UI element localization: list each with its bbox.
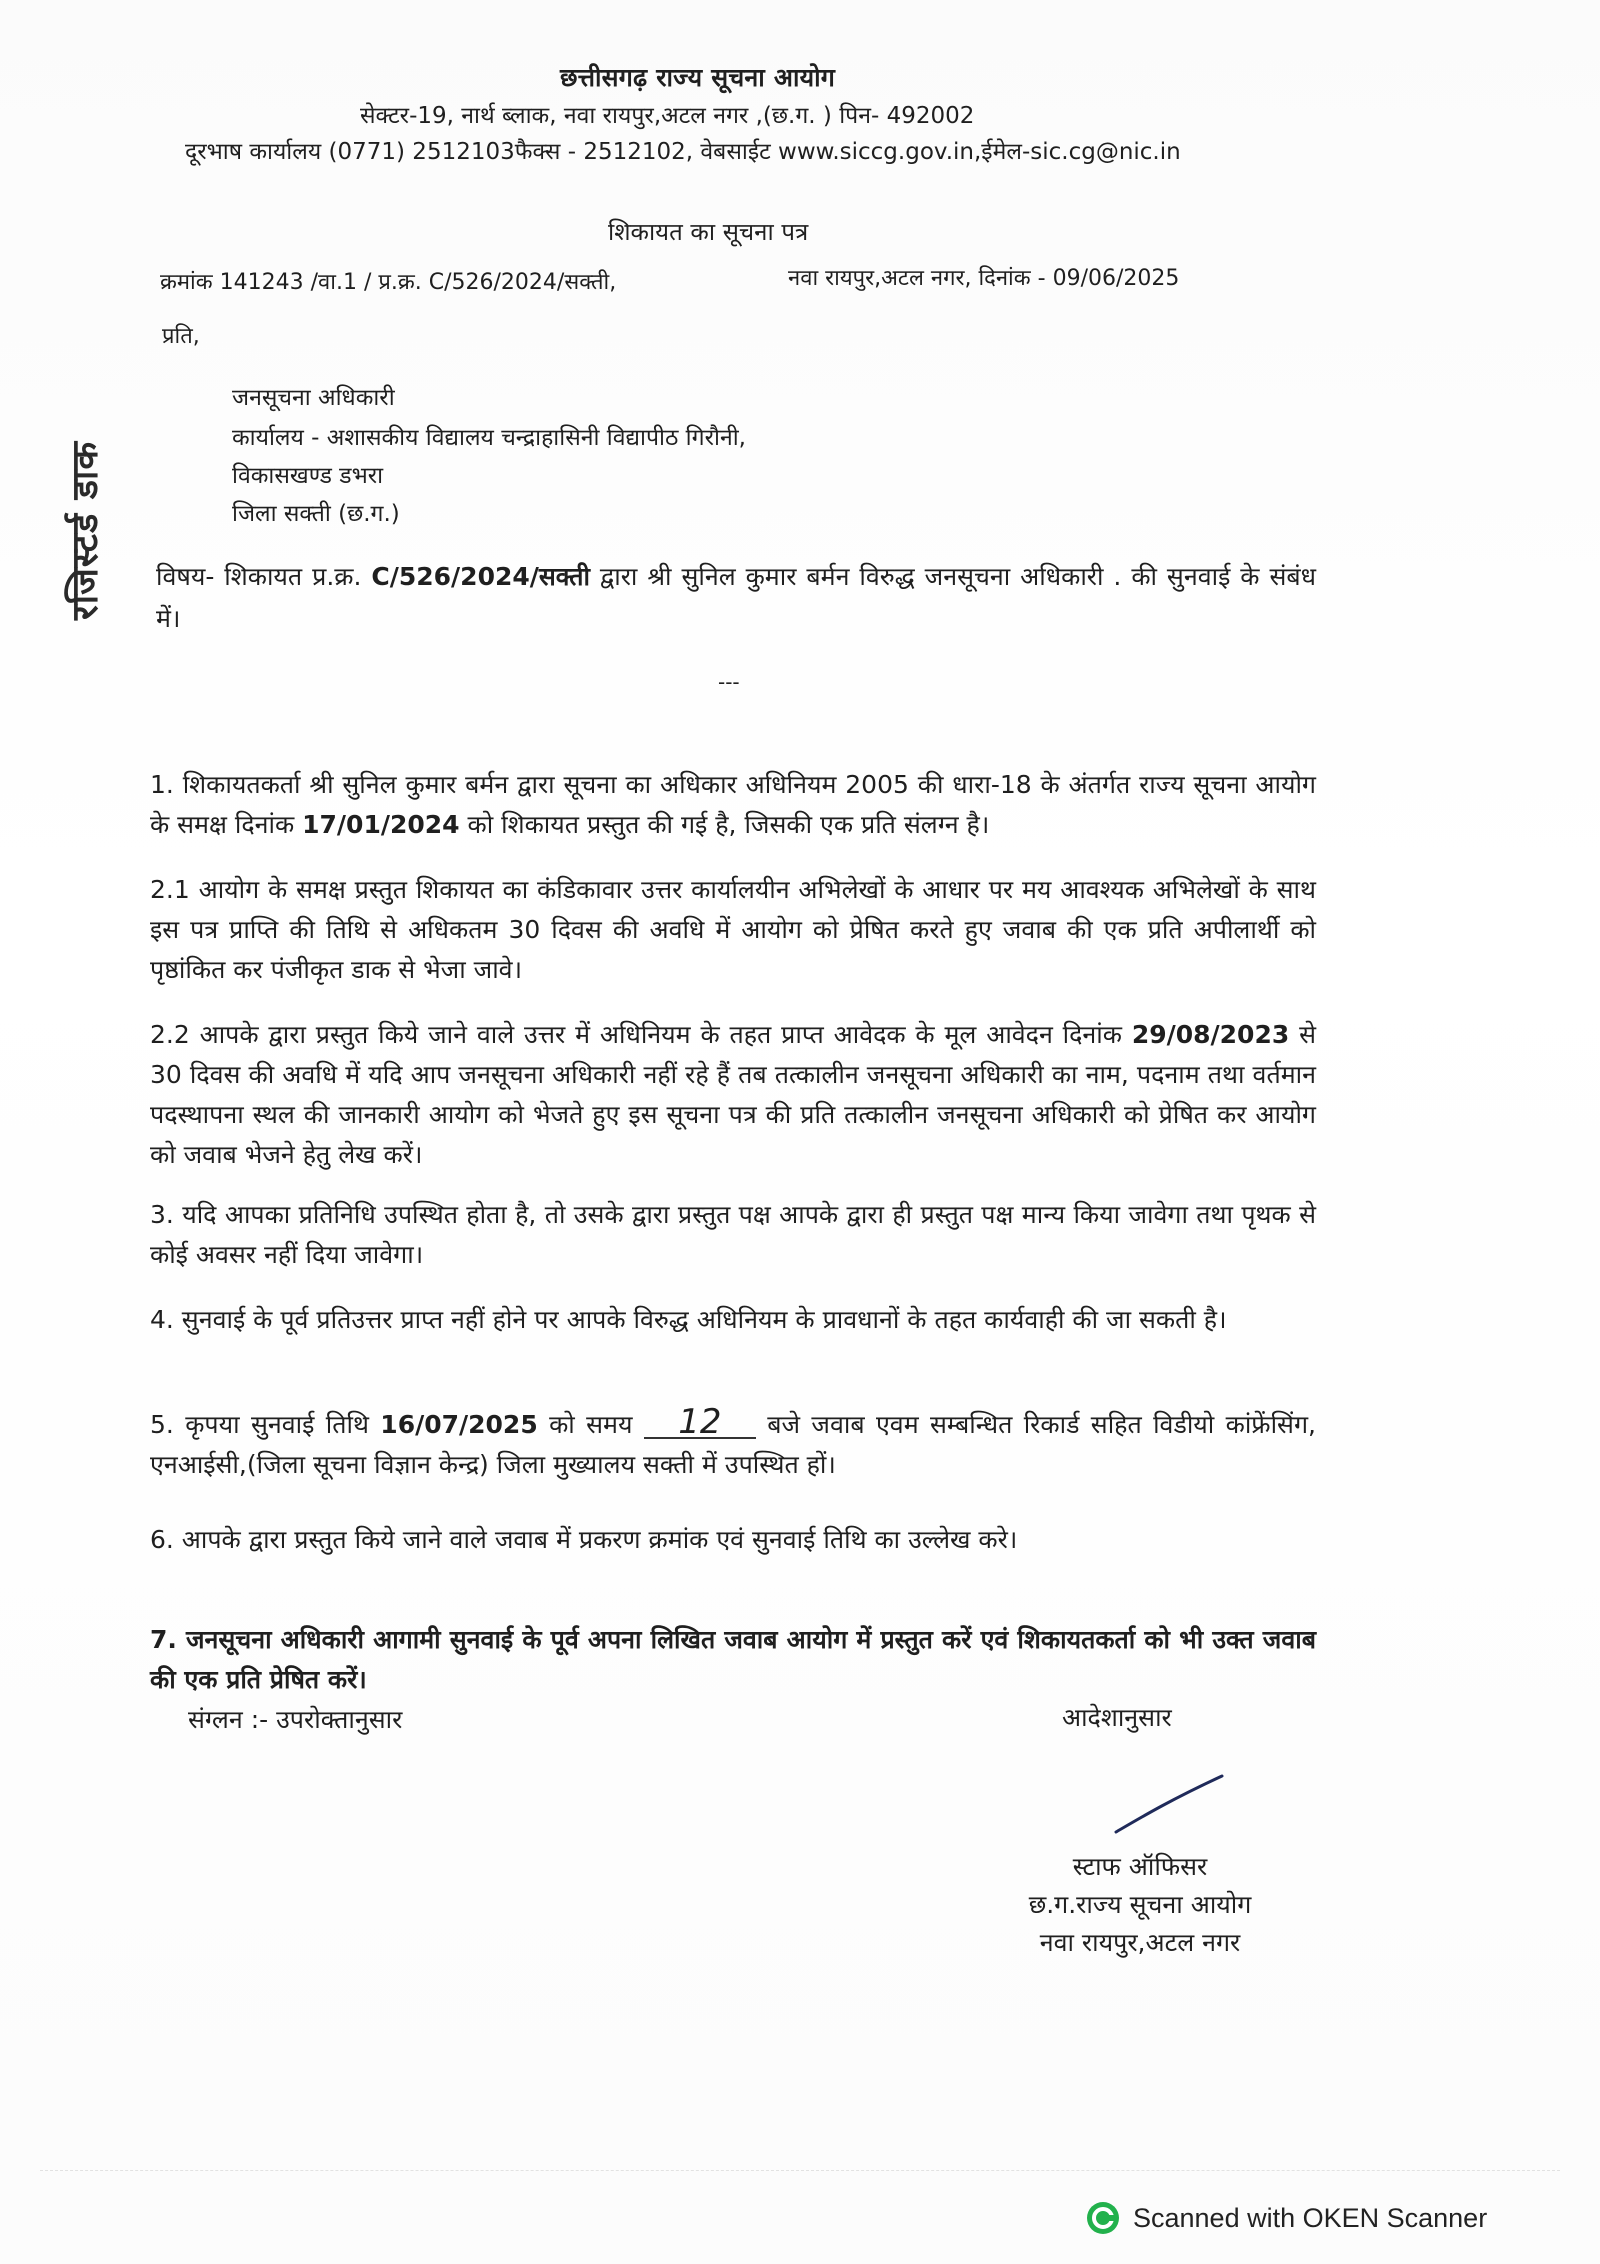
organization-name: छत्तीसगढ़ राज्य सूचना आयोग <box>560 63 836 92</box>
addressee-line: जिला सक्ती (छ.ग.) <box>232 501 400 527</box>
paragraph-text: 2.2 आपके द्वारा प्रस्तुत किये जाने वाले उत्तर में अधिनियम के तहत प्राप्त आवेदक के मूल आवेदन दिनांक <box>150 1020 1132 1049</box>
complaint-date: 17/01/2024 <box>302 810 460 839</box>
reference-number: क्रमांक 141243 /वा.1 / प्र.क्र. C/526/2024/सक्ती, <box>160 270 617 295</box>
document-title: शिकायत का सूचना पत्र <box>608 218 809 246</box>
paragraph-1 <box>150 765 1316 845</box>
signature-mark <box>1110 1770 1230 1840</box>
paragraph-text: बजे जवाब एवम सम्बन्धित रिकार्ड सहित विडीयो कांफ्रेंसिंग, एनआईसी,(जिला सूचना विज्ञान केन्द्र) जिला मुख्यालय सक्ती में उपस्थित हों। <box>150 1410 1316 1479</box>
organization-contact: दूरभाष कार्यालय (0771) 2512103फैक्स - 2512102, वेबसाईट www.siccg.gov.in,ईमेल-sic.cg@nic.in <box>185 139 1181 165</box>
paragraph-text: 1. शिकायतकर्ता श्री सुनिल कुमार बर्मन द्वारा सूचना का अधिकार अधिनियम 2005 की धारा-18 के अंतर्गत राज्य सूचना आयोग के समक्ष दिनांक <box>150 770 1316 839</box>
signatory-block <box>990 1848 1290 1962</box>
organization-address: सेक्टर-19, नार्थ ब्लाक, नवा रायपुर,अटल नगर ,(छ.ग. ) पिन- 492002 <box>360 103 975 129</box>
subject-rest: द्वारा श्री सुनिल कुमार बर्मन विरुद्ध जनसूचना अधिकारी . की सुनवाई के संबंध में। <box>156 562 1316 633</box>
paragraph-text: को समय <box>537 1410 644 1439</box>
subject-prefix: विषय- शिकायत प्र.क्र. <box>156 562 372 591</box>
paragraph-7: 7. जनसूचना अधिकारी आगामी सुनवाई के पूर्व अपना लिखित जवाब आयोग में प्रस्तुत करें एवं शिकायतकर्ता को भी उक्त जवाब की एक प्रति प्रेषित करें। <box>150 1625 1316 1694</box>
footer-divider <box>40 2170 1560 2171</box>
subject-case-number: C/526/2024/सक्ती <box>371 562 590 591</box>
paragraph-4: 4. सुनवाई के पूर्व प्रतिउत्तर प्राप्त नहीं होने पर आपके विरुद्ध अधिनियम के प्रावधानों के तहत कार्यवाही की जा सकती है। <box>150 1305 1227 1334</box>
signatory-designation: स्टाफ ऑफिसर <box>1072 1852 1208 1881</box>
hearing-date: 16/07/2025 <box>380 1410 538 1439</box>
to-label: प्रति, <box>162 324 200 349</box>
scanner-watermark <box>1085 2198 1487 2238</box>
paragraph-text: 5. कृपया सुनवाई तिथि <box>150 1410 381 1439</box>
paragraph-text: को शिकायत प्रस्तुत की गई है, जिसकी एक प्रति संलग्न है। <box>459 810 990 839</box>
by-order-line: आदेशानुसार <box>1062 1703 1172 1732</box>
paragraph-5 <box>150 1402 1316 1485</box>
handwritten-hearing-time: 12 <box>644 1407 756 1439</box>
addressee-line: कार्यालय - अशासकीय विद्यालय चन्द्राहासिनी विद्यापीठ गिरौनी, <box>232 425 746 451</box>
addressee-line: विकासखण्ड डभरा <box>232 463 384 489</box>
subject-line <box>156 556 1316 640</box>
oken-scanner-logo-icon <box>1085 2200 1121 2236</box>
paragraph-2-2 <box>150 1015 1316 1175</box>
paragraph-6: 6. आपके द्वारा प्रस्तुत किये जाने वाले जवाब में प्रकरण क्रमांक एवं सुनवाई तिथि का उल्लेख करे। <box>150 1525 1018 1554</box>
application-date: 29/08/2023 <box>1131 1020 1290 1049</box>
scanner-text: Scanned with OKEN Scanner <box>1133 2202 1488 2233</box>
signatory-location: नवा रायपुर,अटल नगर <box>1039 1928 1241 1957</box>
enclosure-note: संग्लन :- उपरोक्तानुसार <box>188 1705 403 1734</box>
signatory-office: छ.ग.राज्य सूचना आयोग <box>1028 1890 1252 1919</box>
paragraph-text: से 30 दिवस की अवधि में यदि आप जनसूचना अधिकारी नहीं रहे हैं तब तत्कालीन जनसूचना अधिकारी का नाम, पदनाम तथा वर्तमान पदस्थापना स्थल की जानकारी आयोग को भेजते हुए इस सूचना पत्र की प्रति तत्कालीन जनसूचना अधिकारी को प्रेषित कर आयोग को जवाब भेजने हेतु लेख करें। <box>150 1020 1316 1169</box>
section-divider: --- <box>718 670 740 694</box>
paragraph-2-1: 2.1 आयोग के समक्ष प्रस्तुत शिकायत का कंडिकावार उत्तर कार्यालयीन अभिलेखों के आधार पर मय आवश्यक अभिलेखों के साथ इस पत्र प्राप्ति की तिथि से अधिकतम 30 दिवस की अवधि में आयोग को प्रेषित करते हुए जवाब की एक प्रति अपीलार्थी को पृष्ठांकित कर पंजीकृत डाक से भेजा जावे। <box>150 875 1316 984</box>
place-date: नवा रायपुर,अटल नगर, दिनांक - 09/06/2025 <box>788 266 1180 291</box>
stamp-text: रजिस्टर्ड डाक <box>64 440 106 620</box>
paragraph-3: 3. यदि आपका प्रतिनिधि उपस्थित होता है, तो उसके द्वारा प्रस्तुत पक्ष आपके द्वारा ही प्रस्तुत पक्ष मान्य किया जावेगा तथा पृथक से कोई अवसर नहीं दिया जावेगा। <box>150 1200 1316 1269</box>
registered-post-stamp <box>28 400 138 660</box>
addressee-line: जनसूचना अधिकारी <box>232 385 395 411</box>
